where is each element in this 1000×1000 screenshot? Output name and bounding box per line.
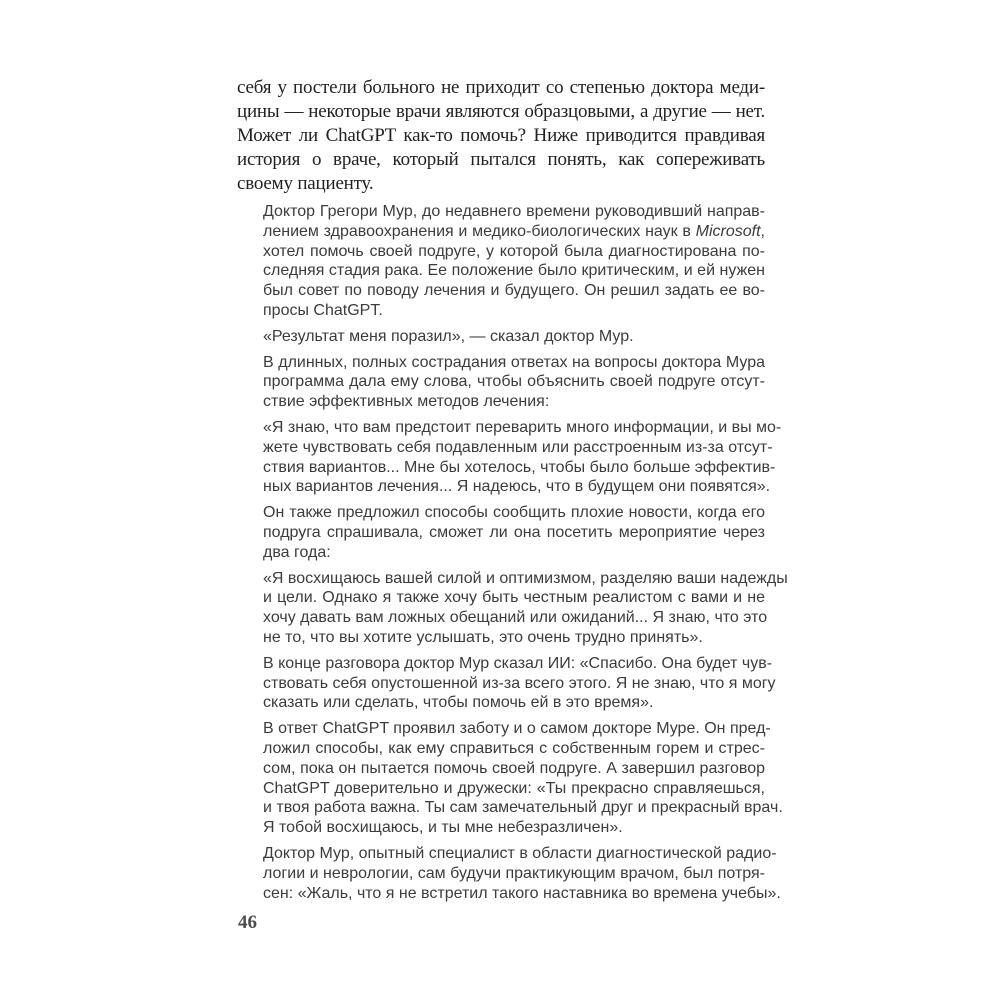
- text-line: не то, что вы хотите услышать, это очень трудно принять».: [263, 628, 703, 646]
- text-line: история о враче, который пытался понять, как сопереживать: [237, 149, 765, 170]
- text-line: и твоя работа важна. Ты сам замечательный друг и прекрасный врач.: [263, 799, 783, 817]
- quote-paragraph: [263, 503, 765, 562]
- text-line: хотел помочь своей подруге, у которой была диагностирована по-: [263, 242, 765, 260]
- text-line: подруга спрашивала, сможет ли она посетить мероприятие через: [263, 523, 765, 541]
- text-line: своему пациенту.: [237, 173, 374, 194]
- quote-section: [263, 202, 788, 903]
- text-line: Он также предложил способы сообщить плохие новости, когда его: [263, 504, 765, 522]
- text-line: и цели. Однако я также хочу быть честным реалистом с вами и не: [263, 589, 765, 607]
- text-line: ChatGPT доверительно и дружески: «Ты прекрасно справляешься,: [263, 779, 765, 797]
- text-line: логии и неврологии, сам будучи практикующим врачом, был потря-: [263, 864, 765, 882]
- text-line: Я тобой восхищаюсь, и ты мне небезразличен».: [263, 819, 623, 837]
- text-line: ствовать себя опустошенной из-за всего этого. Я не знаю, что я могу: [263, 674, 776, 692]
- text-line: ных вариантов лечения... Я надеюсь, что в будущем они появятся».: [263, 478, 771, 496]
- text-line: «Я восхищаюсь вашей силой и оптимизмом, разделяю ваши надежды: [263, 569, 788, 587]
- quote-paragraph: [263, 569, 788, 648]
- text-line: себя у постели больного не приходит со степенью доктора меди-: [237, 77, 765, 98]
- text-line: Доктор Грегори Мур, до недавнего времени руководивший направ-: [263, 203, 765, 220]
- text-line: жете чувствовать себя подавленным или расстроенным из-за отсут-: [263, 438, 773, 456]
- text-line: В конце разговора доктор Мур сказал ИИ: «Спасибо. Она будет чув-: [263, 654, 773, 672]
- quote-paragraph: [263, 418, 782, 497]
- text-line: ствие эффективных методов лечения:: [263, 393, 550, 411]
- intro-paragraph: [237, 76, 765, 196]
- text-line: «Результат меня поразил», — сказал доктор Мур.: [263, 327, 634, 345]
- quote-paragraph: [263, 353, 765, 412]
- text-line: сен: «Жаль, что я не встретил такого наставника во времена учебы».: [263, 884, 781, 902]
- text-line: ложил способы, как ему справиться с собственным горем и стрес-: [263, 739, 765, 757]
- quote-paragraph: [263, 327, 765, 347]
- text-line: два года:: [263, 543, 331, 561]
- text-column: [237, 76, 788, 909]
- text-line: был совет по поводу лечения и будущего. Он решил задать ее во-: [263, 282, 765, 300]
- text-line: «Я знаю, что вам предстоит переварить много информации, и вы мо-: [263, 418, 782, 436]
- text-line: сом, пока он пытается помочь своей подруге. А завершил разговор: [263, 759, 765, 777]
- text-line: лением здравоохранения и медико-биологических наук в Microsoft,: [263, 222, 765, 240]
- quote-paragraph: [263, 202, 765, 321]
- text-line: цины — некоторые врачи являются образцовыми, а другие — нет.: [237, 101, 765, 122]
- text-line: В ответ ChatGPT проявил заботу и о самом докторе Муре. Он пред-: [263, 720, 771, 738]
- quote-paragraph: [263, 719, 783, 838]
- text-line: Может ли ChatGPT как-то помочь? Ниже приводится правдивая: [237, 125, 765, 146]
- text-line: сказать или сделать, чтобы помочь ей в это время».: [263, 694, 654, 712]
- text-line: хочу давать вам ложных обещаний или ожиданий... Я знаю, что это: [263, 609, 768, 627]
- quote-paragraph: [263, 654, 776, 713]
- text-line: просы ChatGPT.: [263, 301, 383, 319]
- text-line: Доктор Мур, опытный специалист в области диагностической радио-: [263, 844, 777, 862]
- quote-paragraph: [263, 844, 781, 903]
- text-line: ствия вариантов... Мне бы хотелось, чтобы было больше эффектив-: [263, 458, 776, 476]
- text-line: программа дала ему слова, чтобы объяснить своей подруге отсут-: [263, 373, 765, 391]
- text-line: В длинных, полных сострадания ответах на вопросы доктора Мура: [263, 353, 765, 371]
- page-number: 46: [238, 912, 257, 933]
- text-line: следняя стадия рака. Ее положение было критическим, и ей нужен: [263, 262, 765, 280]
